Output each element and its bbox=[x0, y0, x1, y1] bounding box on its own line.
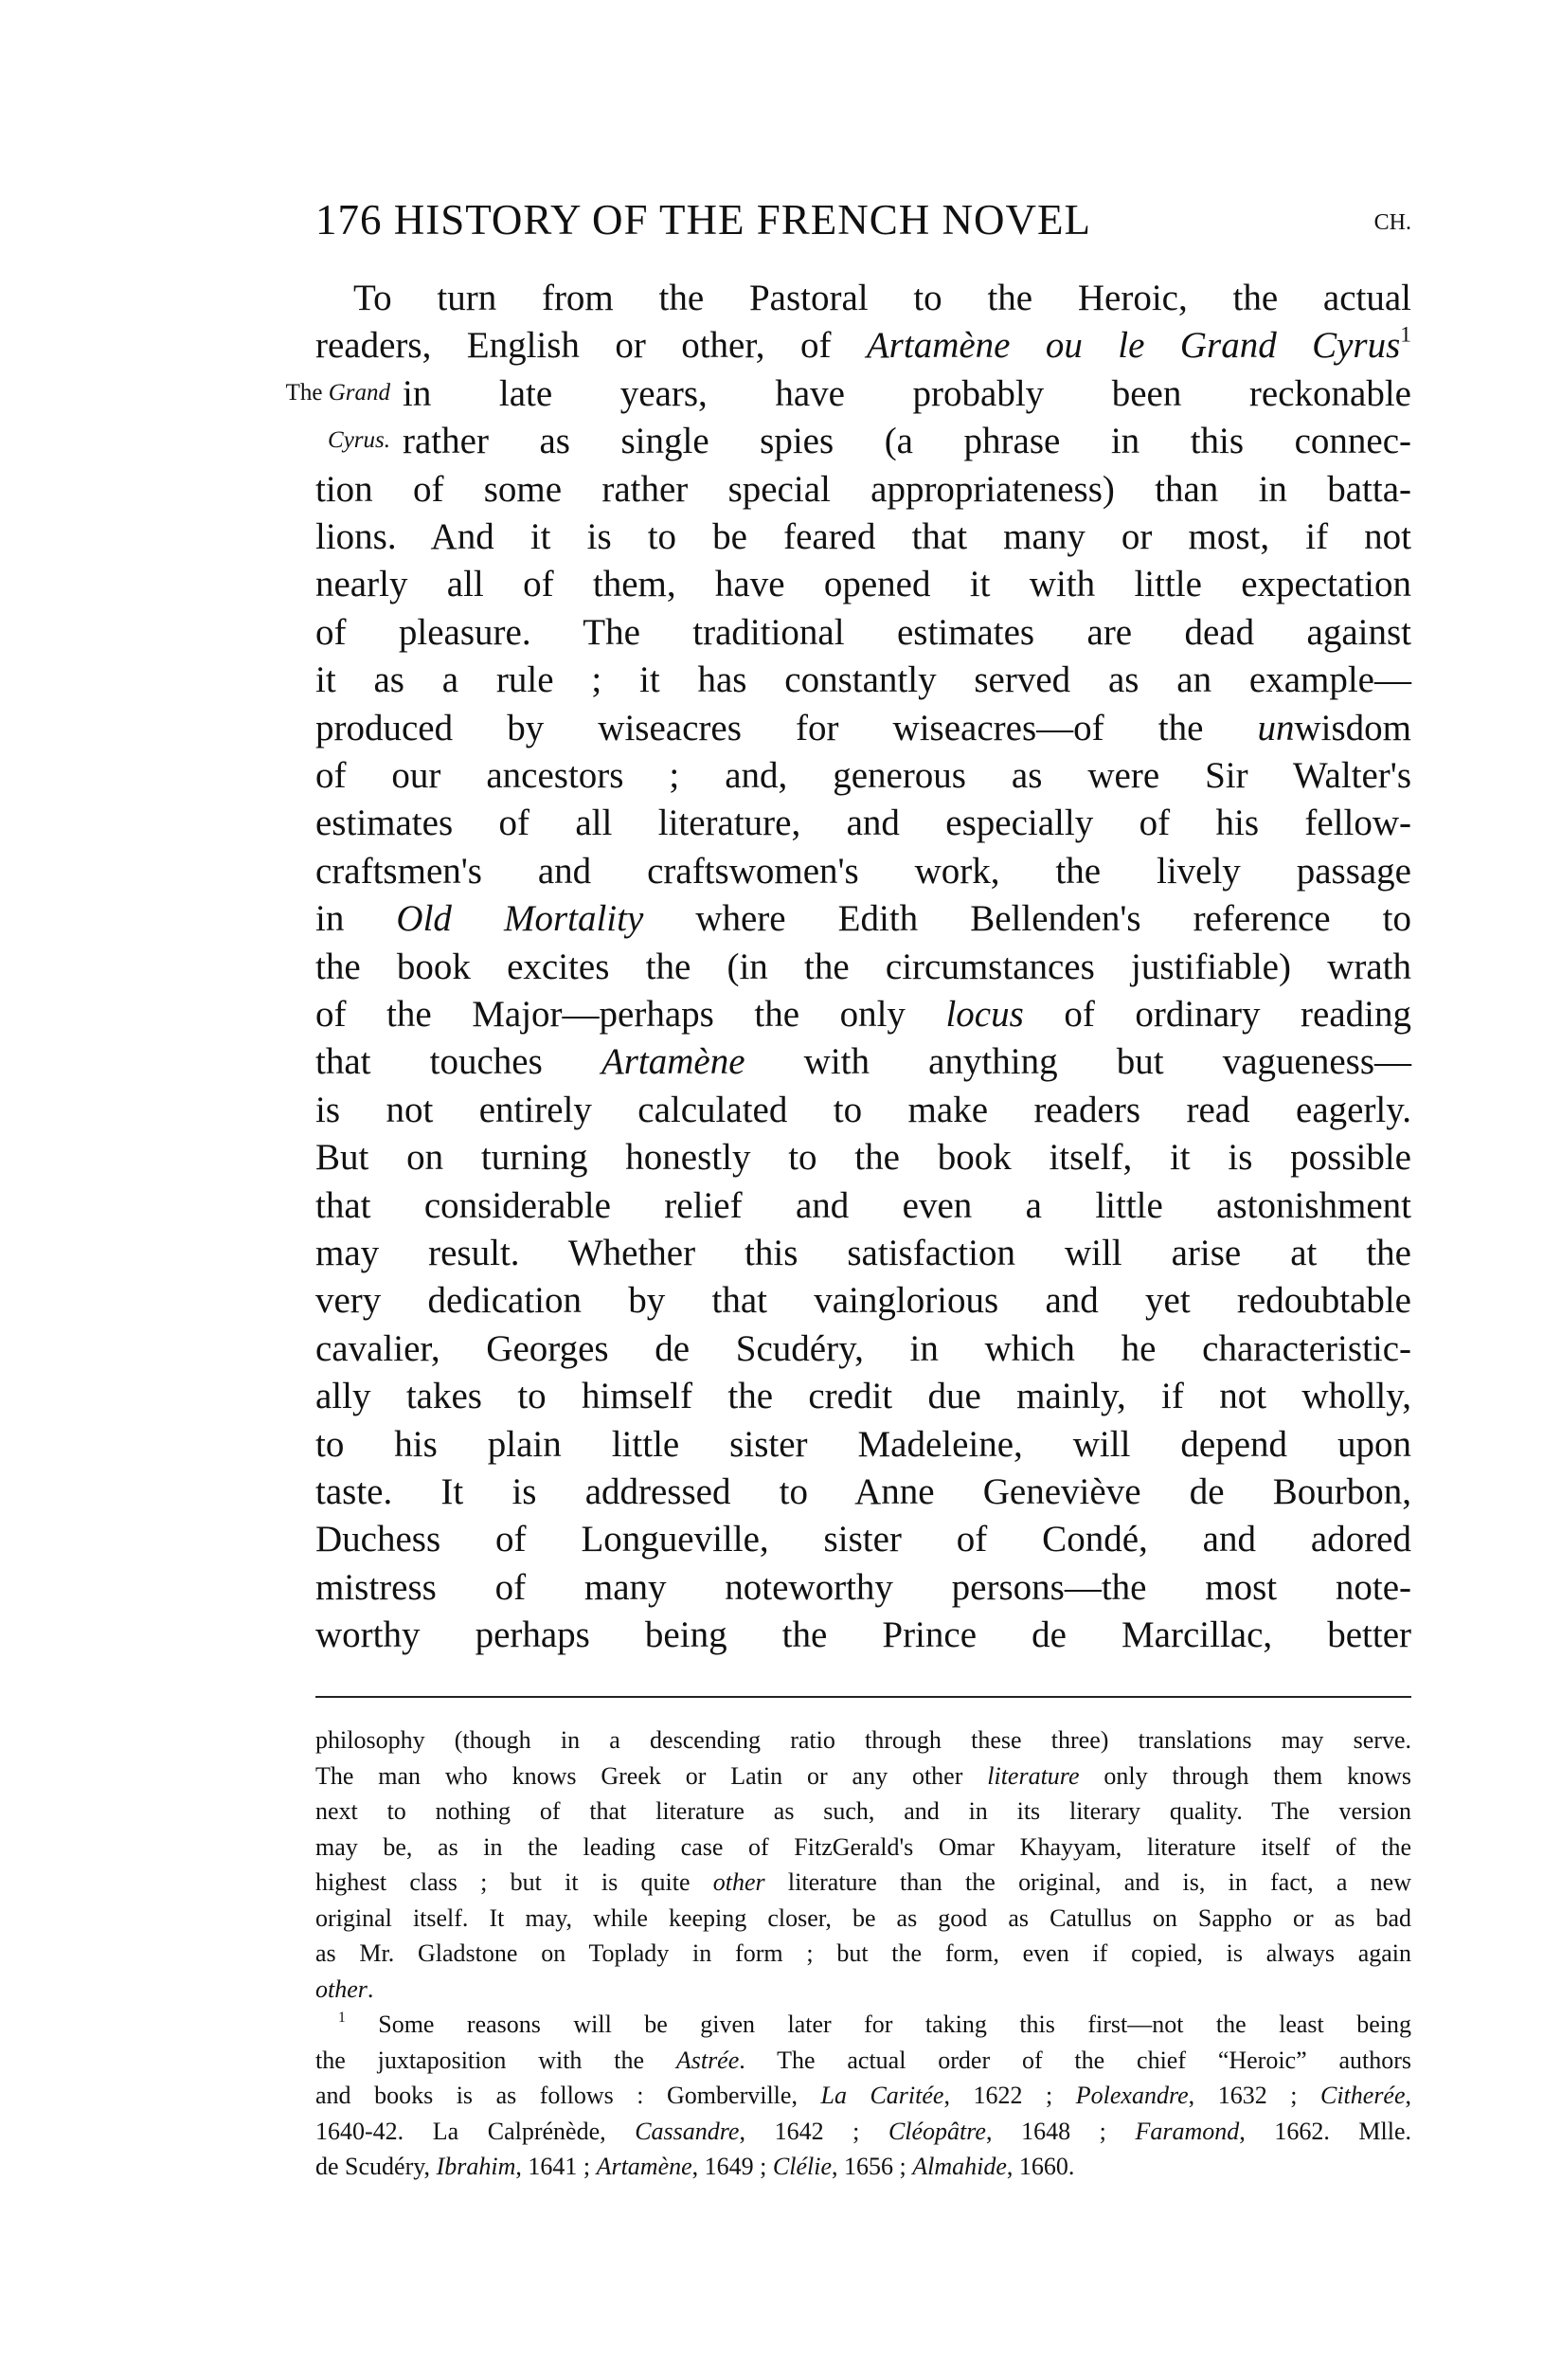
text-segment: of the Major—perhaps the only bbox=[315, 994, 946, 1035]
text-segment: of our ancestors ; and, generous as were Sir Walter's bbox=[315, 755, 1411, 796]
footnote-line bbox=[315, 1722, 1411, 1758]
line-text bbox=[315, 1758, 1411, 1794]
footnote-line bbox=[315, 1758, 1411, 1794]
body-line bbox=[315, 657, 1411, 704]
line-text bbox=[315, 1134, 1411, 1181]
line-text bbox=[403, 370, 1411, 418]
marginal-note bbox=[248, 379, 390, 407]
line-text bbox=[315, 609, 1411, 657]
line-text bbox=[315, 1373, 1411, 1420]
text-segment: . bbox=[367, 1974, 374, 2003]
body-line bbox=[315, 800, 1411, 847]
italic-text: locus bbox=[945, 994, 1024, 1035]
body-line bbox=[315, 1516, 1411, 1563]
line-text bbox=[315, 514, 1411, 561]
text-segment: rather as single spies (a phrase in this connec- bbox=[403, 421, 1411, 462]
text-segment: of pleasure. The traditional estimates are dead against bbox=[315, 611, 1411, 653]
text-segment: , 1656 ; bbox=[832, 2153, 913, 2180]
body-line bbox=[315, 514, 1411, 561]
body-line bbox=[315, 1325, 1411, 1373]
line-text bbox=[315, 657, 1411, 704]
text-segment: ally takes to himself the credit due mainly, if not wholly, bbox=[315, 1376, 1411, 1417]
text-segment: But on turning honestly to the book itself, it is possible bbox=[315, 1137, 1411, 1179]
body-line bbox=[315, 1469, 1411, 1516]
body-line bbox=[315, 1612, 1411, 1659]
italic-text: Citherée bbox=[1319, 2082, 1406, 2109]
text-segment: de Scudéry, bbox=[315, 2153, 437, 2180]
marginal-note-text: The bbox=[285, 380, 329, 406]
text-segment: taste. It is addressed to Anne Geneviève de Bourbon, bbox=[315, 1471, 1411, 1512]
body-line bbox=[315, 466, 1411, 514]
body-line bbox=[315, 1230, 1411, 1277]
page-number: 176 bbox=[315, 196, 383, 243]
line-text bbox=[353, 275, 1411, 322]
line-text bbox=[315, 1421, 1411, 1469]
text-segment: literature than the original, and is, in fact, a new bbox=[764, 1868, 1412, 1896]
line-text bbox=[315, 1087, 1411, 1134]
footnote-line bbox=[315, 2149, 1411, 2184]
body-line bbox=[315, 1087, 1411, 1134]
text-segment: may result. Whether this satisfaction will arise at the bbox=[315, 1233, 1411, 1273]
footnote-line bbox=[315, 1794, 1411, 1829]
body-line bbox=[315, 1182, 1411, 1230]
text-segment: worthy perhaps being the Prince de Marcillac, better bbox=[315, 1614, 1411, 1656]
line-text bbox=[315, 800, 1411, 847]
text-segment: mistress of many noteworthy persons—the most note- bbox=[315, 1566, 1411, 1608]
body-line bbox=[315, 705, 1411, 752]
line-text bbox=[315, 1230, 1411, 1277]
text-segment: Some reasons will be given later for taking this first—not the least being bbox=[345, 2010, 1411, 2038]
body-line bbox=[403, 370, 1411, 418]
chapter-abbrev: CH. bbox=[1373, 210, 1411, 235]
italic-text: Artamène ou le Grand Cyrus bbox=[866, 325, 1401, 367]
line-text bbox=[315, 848, 1411, 895]
body-line bbox=[315, 944, 1411, 991]
text-segment: estimates of all literature, and especially of his fellow- bbox=[315, 802, 1411, 844]
book-title: HISTORY OF THE FRENCH NOVEL bbox=[393, 196, 1091, 243]
footnote-line bbox=[315, 2043, 1411, 2078]
text-segment: 1640-42. La Calprénède, bbox=[315, 2117, 636, 2145]
text-segment: where Edith Bellenden's reference to bbox=[643, 898, 1411, 940]
text-segment: To turn from the Pastoral to the Heroic, the actual bbox=[353, 278, 1411, 318]
line-text bbox=[315, 1794, 1411, 1829]
line-text bbox=[315, 466, 1411, 514]
text-segment: is not entirely calculated to make readers read eagerly. bbox=[315, 1089, 1411, 1130]
body-line bbox=[315, 609, 1411, 657]
body-line bbox=[315, 1564, 1411, 1612]
body-line bbox=[315, 561, 1411, 608]
line-text bbox=[315, 1722, 1411, 1758]
footnote-line bbox=[315, 1901, 1411, 1936]
text-segment: original itself. It may, while keeping closer, be as good as Catullus on Sappho or as bad bbox=[315, 1903, 1411, 1932]
italic-text: other bbox=[712, 1868, 765, 1896]
text-segment: may be, as in the leading case of FitzGerald's Omar Khayyam, literature itself of the bbox=[315, 1832, 1411, 1861]
footnote-line bbox=[315, 1830, 1411, 1865]
header-title bbox=[315, 195, 1091, 244]
body-line bbox=[315, 991, 1411, 1038]
text-segment: produced by wiseacres for wiseacres—of the bbox=[315, 707, 1258, 748]
text-segment: wisdom bbox=[1294, 707, 1411, 748]
text-segment: that touches bbox=[315, 1041, 601, 1083]
line-text bbox=[315, 1182, 1411, 1230]
line-text bbox=[315, 1612, 1411, 1659]
italic-text: Clélie bbox=[772, 2153, 832, 2180]
text-segment: Duchess of Longueville, sister of Condé, and adored bbox=[315, 1519, 1411, 1560]
italic-text: other bbox=[315, 1974, 368, 2003]
line-text bbox=[315, 1469, 1411, 1516]
line-text bbox=[315, 1038, 1411, 1086]
marginal-note-cyrus bbox=[248, 426, 390, 455]
text-segment: , 1662. Mlle. bbox=[1239, 2117, 1411, 2145]
text-segment: , 1622 ; bbox=[943, 2082, 1076, 2109]
italic-text: Cléopâtre bbox=[888, 2117, 986, 2145]
text-segment: , 1641 ; bbox=[515, 2153, 597, 2180]
text-segment: in bbox=[315, 898, 397, 940]
footnote-line bbox=[315, 1865, 1411, 1900]
line-text bbox=[315, 1830, 1411, 1865]
footnote-marker[interactable]: 1 bbox=[338, 2010, 346, 2027]
italic-text: literature bbox=[987, 1761, 1080, 1790]
line-text bbox=[315, 561, 1411, 608]
italic-text: Ibrahim bbox=[436, 2153, 516, 2180]
text-segment: philosophy (though in a descending ratio through these three) translations may serve. bbox=[315, 1726, 1411, 1754]
text-segment: craftsmen's and craftswomen's work, the lively passage bbox=[315, 850, 1411, 892]
italic-text: un bbox=[1257, 707, 1295, 748]
italic-text: Almahide bbox=[912, 2153, 1007, 2180]
text-segment: to his plain little sister Madeleine, will depend upon bbox=[315, 1423, 1411, 1465]
footnote-line bbox=[315, 1936, 1411, 1971]
body-line bbox=[353, 275, 1411, 322]
footnote-line bbox=[338, 2007, 1411, 2042]
text-segment: and books is as follows : Gomberville, bbox=[315, 2082, 821, 2109]
text-segment: of ordinary reading bbox=[1023, 994, 1411, 1035]
text-segment: that considerable relief and even a little astonishment bbox=[315, 1184, 1411, 1226]
body-line bbox=[315, 1277, 1411, 1325]
line-text bbox=[315, 944, 1411, 991]
line-text bbox=[315, 2078, 1411, 2113]
body-line bbox=[315, 895, 1411, 943]
footnote-divider bbox=[315, 1696, 1411, 1698]
text-segment: in late years, have probably been reckonable bbox=[403, 372, 1411, 414]
body-line bbox=[315, 1134, 1411, 1181]
text-segment: lions. And it is to be feared that many or most, if not bbox=[315, 516, 1411, 557]
italic-text: Artamène bbox=[596, 2153, 692, 2180]
text-segment: readers, English or other, of bbox=[315, 325, 867, 367]
line-text bbox=[315, 1277, 1411, 1325]
text-segment: only through them knows bbox=[1079, 1761, 1411, 1790]
line-text bbox=[315, 1936, 1411, 1971]
body-line bbox=[315, 752, 1411, 800]
line-text bbox=[315, 1325, 1411, 1373]
text-segment: The man who knows Greek or Latin or any other bbox=[315, 1761, 988, 1790]
text-segment: the book excites the (in the circumstances justifiable) wrath bbox=[315, 946, 1411, 987]
text-segment: , bbox=[1405, 2082, 1412, 2109]
body-line bbox=[315, 1421, 1411, 1469]
body-line bbox=[403, 418, 1411, 465]
footnote-line bbox=[315, 2078, 1411, 2113]
text-segment: it as a rule ; it has constantly served as an example— bbox=[315, 659, 1411, 701]
text-segment: highest class ; but it is quite bbox=[315, 1868, 713, 1896]
text-segment: cavalier, Georges de Scudéry, in which he characteristic- bbox=[315, 1327, 1411, 1369]
footnote-marker[interactable]: 1 bbox=[1400, 323, 1411, 349]
text-segment: as Mr. Gladstone on Toplady in form ; but the form, even if copied, is always again bbox=[315, 1939, 1411, 1967]
line-text bbox=[315, 1901, 1411, 1936]
body-line bbox=[315, 322, 1411, 370]
marginal-note-italic: Grand bbox=[328, 380, 390, 406]
line-text bbox=[403, 418, 1411, 465]
text-segment: , 1648 ; bbox=[985, 2117, 1136, 2145]
line-text bbox=[338, 2007, 1411, 2042]
body-line bbox=[315, 1038, 1411, 1086]
italic-text: Old Mortality bbox=[396, 898, 644, 940]
line-text bbox=[315, 1564, 1411, 1612]
text-segment: , 1649 ; bbox=[691, 2153, 773, 2180]
line-text bbox=[315, 991, 1411, 1038]
line-text bbox=[315, 1516, 1411, 1563]
italic-text: Polexandre bbox=[1075, 2082, 1189, 2109]
marginal-note-italic: Cyrus. bbox=[328, 427, 390, 453]
text-segment: nearly all of them, have opened it with little expectation bbox=[315, 564, 1411, 605]
text-segment: . The actual order of the chief “Heroic” authors bbox=[739, 2046, 1411, 2074]
line-text bbox=[315, 2149, 1411, 2184]
text-segment: , 1642 ; bbox=[739, 2117, 888, 2145]
body-line bbox=[315, 848, 1411, 895]
italic-text: Faramond bbox=[1135, 2117, 1240, 2145]
line-text bbox=[315, 322, 1411, 370]
text-segment: the juxtaposition with the bbox=[315, 2046, 676, 2074]
text-segment: with anything but vagueness— bbox=[745, 1041, 1411, 1083]
text-segment: next to nothing of that literature as such, and in its literary quality. The version bbox=[315, 1797, 1411, 1825]
running-header bbox=[315, 195, 1411, 243]
body-line bbox=[315, 1373, 1411, 1420]
text-segment: , 1660. bbox=[1006, 2153, 1075, 2180]
italic-text: Astrée bbox=[675, 2046, 740, 2074]
line-text bbox=[315, 1972, 1411, 2007]
line-text bbox=[315, 2043, 1411, 2078]
text-segment: tion of some rather special appropriateness) than in batta- bbox=[315, 468, 1411, 510]
footnote-line bbox=[315, 1972, 1411, 2007]
italic-text: Artamène bbox=[601, 1041, 745, 1083]
line-text bbox=[315, 895, 1411, 943]
text-segment: very dedication by that vainglorious and yet redoubtable bbox=[315, 1280, 1411, 1322]
italic-text: Cassandre bbox=[635, 2117, 740, 2145]
text-segment: , 1632 ; bbox=[1188, 2082, 1320, 2109]
line-text bbox=[315, 2114, 1411, 2149]
line-text bbox=[315, 705, 1411, 752]
line-text bbox=[315, 1865, 1411, 1900]
line-text bbox=[315, 752, 1411, 800]
italic-text: La Caritée bbox=[820, 2082, 944, 2109]
footnote-line bbox=[315, 2114, 1411, 2149]
